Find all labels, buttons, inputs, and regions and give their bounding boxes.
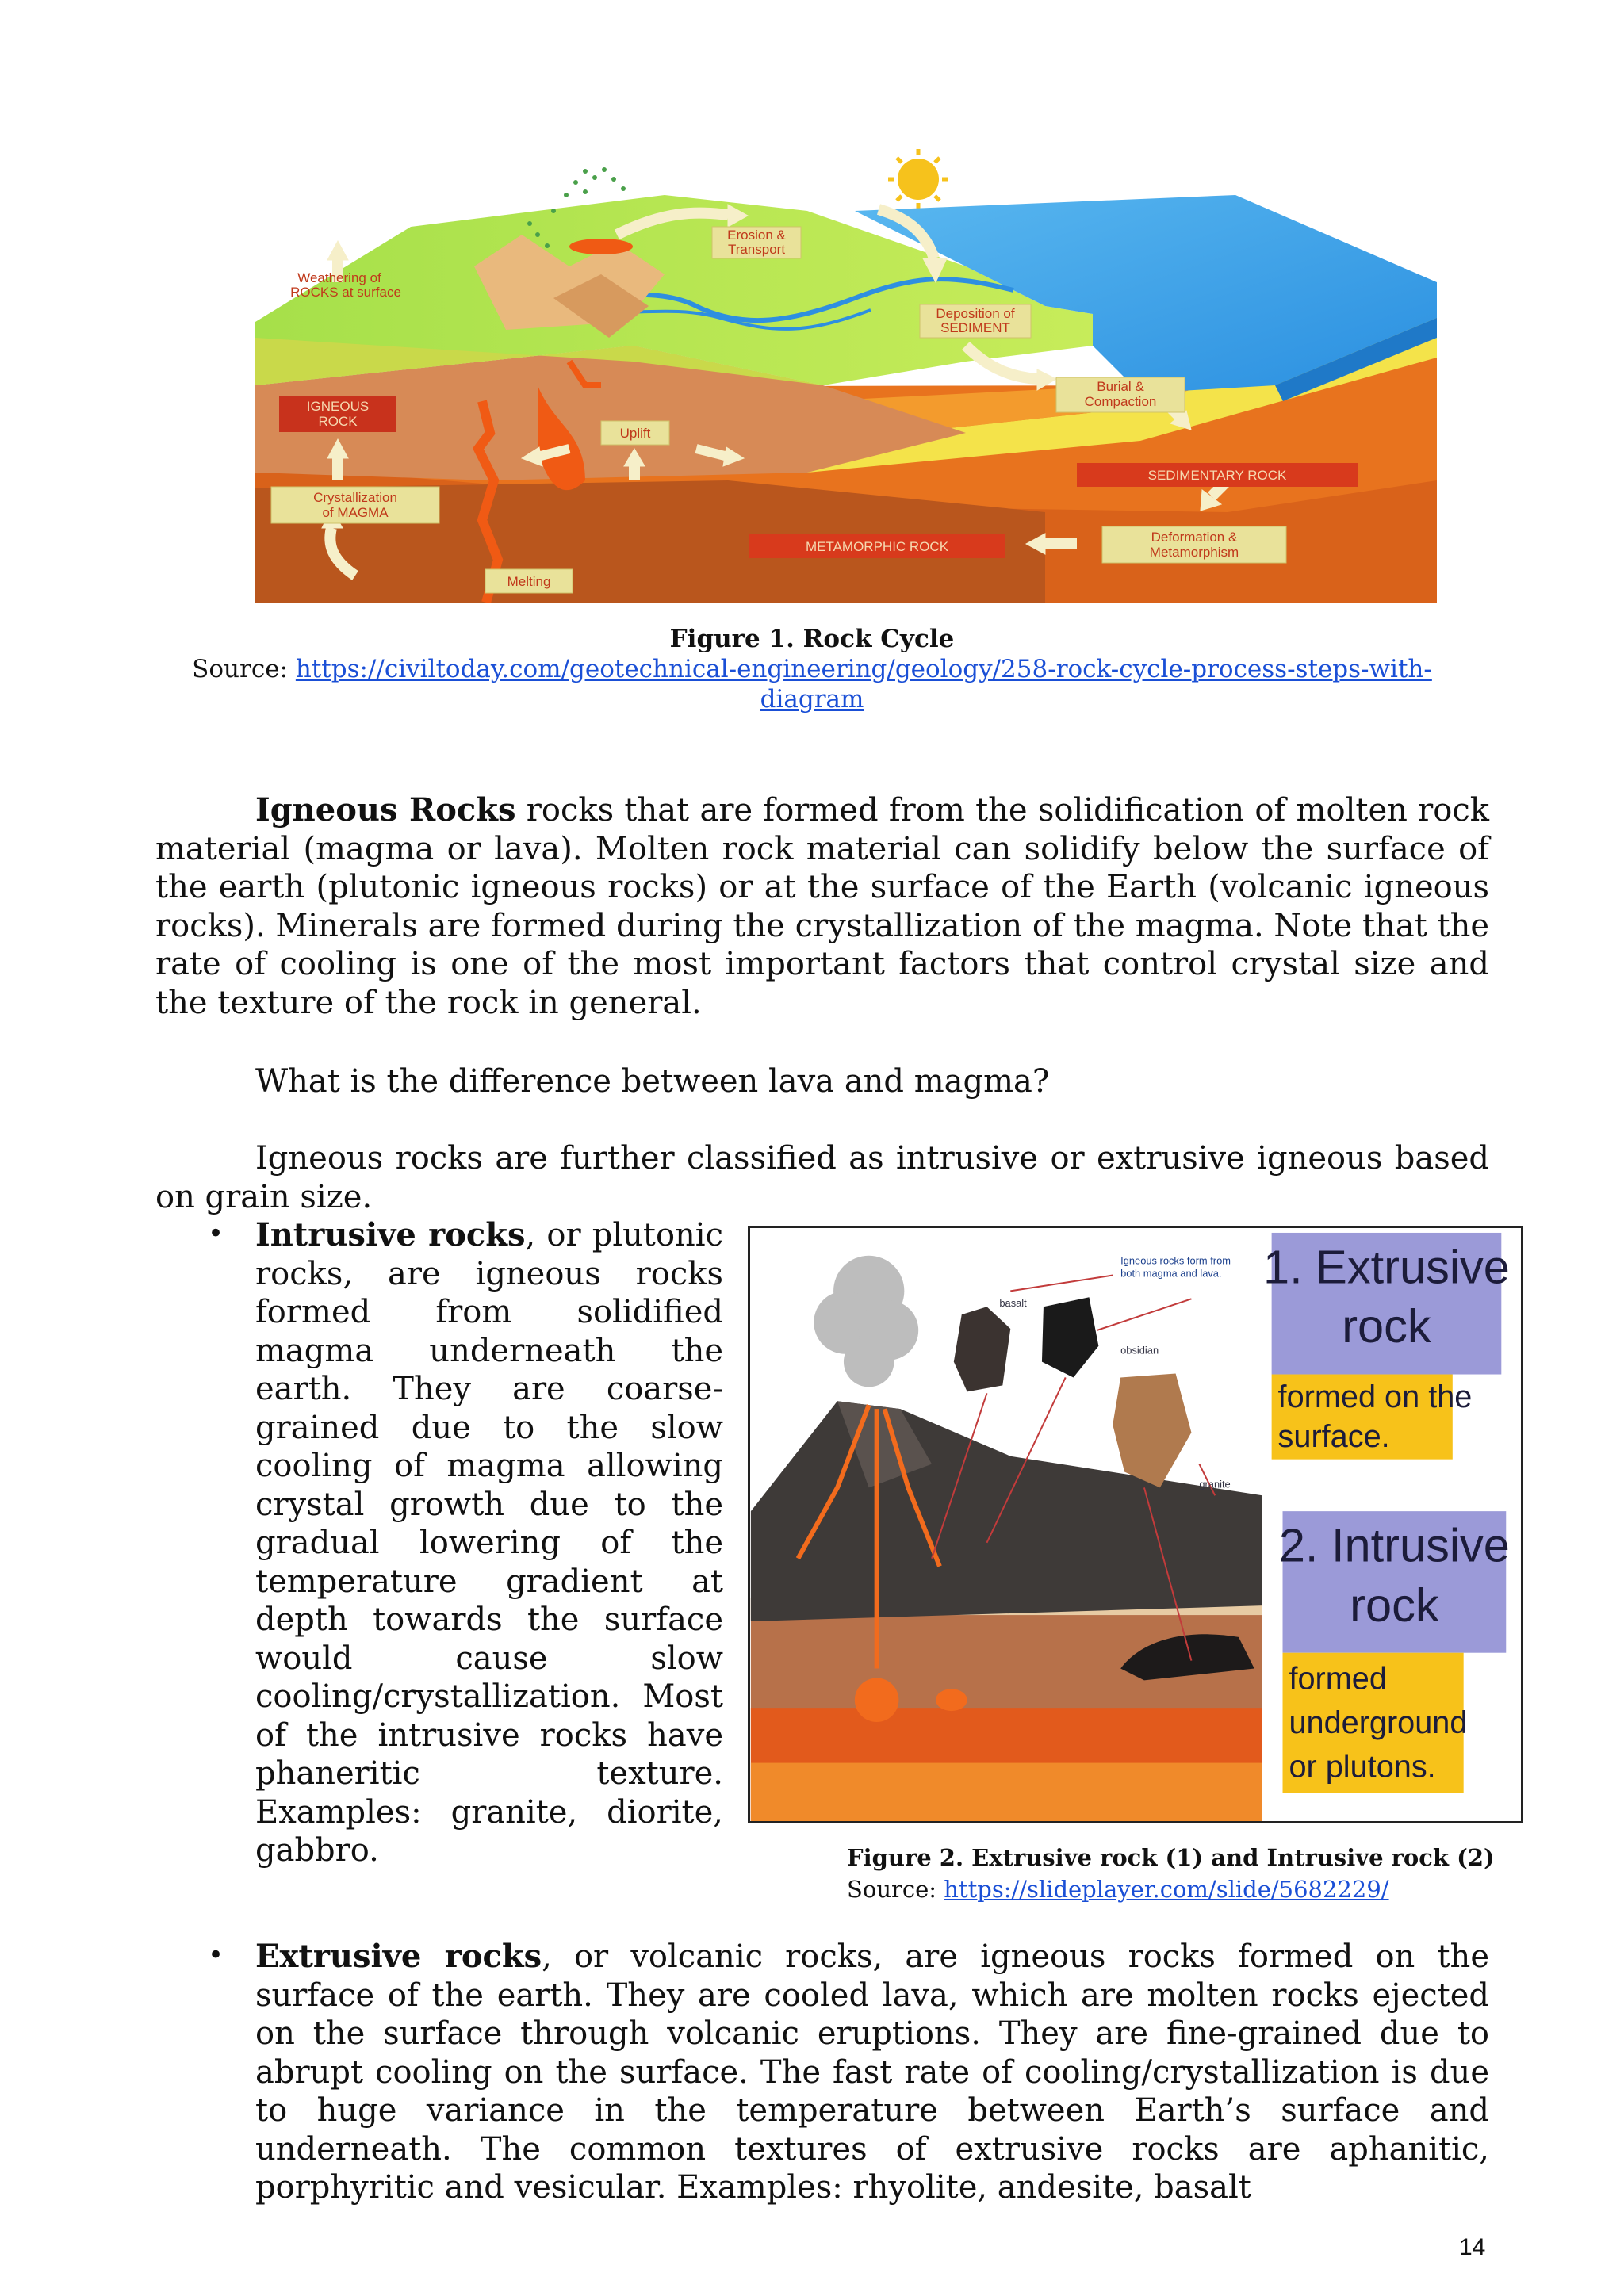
label-deformation-2: Metamorphism bbox=[1149, 545, 1239, 560]
label-crystallization-2: of MAGMA bbox=[322, 505, 389, 520]
fig2-intrusive-title-2: rock bbox=[1350, 1578, 1439, 1632]
figure2-source-prefix: Source: bbox=[847, 1876, 944, 1903]
fig2-extrusive-title-2: rock bbox=[1342, 1299, 1431, 1353]
figure1-source-link-cont[interactable]: diagram bbox=[760, 685, 864, 714]
figure2-caption-title: Figure 2. Extrusive rock (1) and Intrusive rock (2) bbox=[847, 1844, 1495, 1871]
igneous-text: rocks that are formed from the solidification of molten rock material (magma or lava). Molten rock material can solidify below the surface of the earth (plutonic igneous rocks) or at the surface of the Earth (volcanic igneous rocks). Minerals are formed during the crystallization of the magma. Note that the rate of cooling is one of the most important factors that control crystal size and the texture of the rock in general. bbox=[155, 792, 1489, 1021]
label-deposition-2: SEDIMENT bbox=[940, 320, 1010, 335]
fig2-intrusive-sub-3: or plutons. bbox=[1289, 1749, 1436, 1785]
figure2-source bbox=[847, 1876, 1497, 1903]
fig2-extrusive-sub-2: surface. bbox=[1277, 1418, 1390, 1454]
fig2-note-2: both magma and lava. bbox=[1120, 1267, 1222, 1280]
label-igneous-1: IGNEOUS bbox=[306, 399, 370, 414]
fig2-extrusive-title-1: 1. Extrusive bbox=[1263, 1240, 1510, 1294]
extrusive-text: , or volcanic rocks, are igneous rocks formed on the surface of the earth. They are cooled lava, which are molten rocks ejected on the surface through volcanic eruptions. They are fine-grained due to abrupt cooling on the surface. The fast rate of cooling/crystallization is due to huge variance in the temperature between Earth’s surface and underneath. The common textures of extrusive rocks are aphanitic, porphyritic and vesicular. Examples: rhyolite, andesite, basalt bbox=[255, 1938, 1489, 2206]
fig2-intrusive-sub-2: underground bbox=[1289, 1705, 1468, 1740]
label-deformation-1: Deformation & bbox=[1151, 530, 1238, 545]
label-burial-2: Compaction bbox=[1084, 394, 1157, 409]
label-crystallization-1: Crystallization bbox=[313, 490, 397, 505]
label-weathering-1: Weathering of bbox=[297, 270, 381, 285]
fig2-label-basalt: basalt bbox=[999, 1297, 1027, 1310]
figure1-source-cont bbox=[0, 685, 1624, 714]
label-erosion-2: Transport bbox=[727, 242, 786, 257]
extrusive-paragraph bbox=[255, 1938, 1489, 2207]
figure2-source-link[interactable]: https://slideplayer.com/slide/5682229/ bbox=[944, 1876, 1389, 1903]
figure1-source bbox=[0, 655, 1624, 683]
fig2-intrusive-title-1: 2. Intrusive bbox=[1278, 1518, 1510, 1572]
fig2-intrusive-sub-1: formed bbox=[1289, 1661, 1387, 1697]
label-deposition-1: Deposition of bbox=[936, 306, 1015, 321]
label-burial-1: Burial & bbox=[1097, 379, 1144, 394]
fig2-label-granite: granite bbox=[1199, 1478, 1231, 1490]
fig2-label-obsidian: obsidian bbox=[1120, 1344, 1159, 1357]
extrusive-bullet-dot: • bbox=[208, 1939, 224, 1971]
fig2-note-1: Igneous rocks form from bbox=[1120, 1254, 1231, 1267]
sun-icon bbox=[888, 149, 948, 209]
page-number: 14 bbox=[1459, 2234, 1486, 2260]
figure2-caption bbox=[847, 1844, 1497, 1871]
extrusive-term: Extrusive rocks bbox=[255, 1938, 542, 1975]
figure1-caption-title: Figure 1. Rock Cycle bbox=[669, 625, 955, 653]
intrusive-bullet-dot: • bbox=[208, 1218, 224, 1249]
intrusive-paragraph bbox=[255, 1216, 723, 1870]
extrusive-intrusive-figure bbox=[748, 1226, 1523, 1823]
intrusive-text: , or plutonic rocks, are igneous rocks formed from solidified magma underneath the earth. They are coarse-grained due to the slow cooling of magma allowing crystal growth due to the gradual lowering of the temperature gradient at depth towards the surface would cause slow cooling/crystallization. Most of the intrusive rocks have phaneritic texture. Examples: granite, diorite, gabbro. bbox=[255, 1217, 723, 1869]
question-text: What is the difference between lava and magma? bbox=[255, 1063, 1050, 1100]
classification-paragraph: Igneous rocks are further classified as intrusive or extrusive igneous based on grain size. bbox=[155, 1140, 1489, 1215]
figure1-source-link[interactable]: https://civiltoday.com/geotechnical-engineering/geology/258-rock-cycle-process-steps-with- bbox=[295, 655, 1432, 683]
figure1-caption bbox=[0, 625, 1624, 653]
igneous-term: Igneous Rocks bbox=[255, 791, 516, 828]
label-metamorphic: METAMORPHIC ROCK bbox=[805, 539, 949, 554]
label-melting: Melting bbox=[507, 574, 551, 589]
label-sedimentary: SEDIMENTARY ROCK bbox=[1147, 468, 1287, 483]
fig2-extrusive-sub-1: formed on the bbox=[1277, 1380, 1473, 1415]
label-uplift: Uplift bbox=[619, 426, 651, 441]
intrusive-term: Intrusive rocks bbox=[255, 1216, 526, 1253]
label-erosion-1: Erosion & bbox=[727, 228, 786, 243]
igneous-paragraph bbox=[155, 791, 1489, 1022]
rock-cycle-figure bbox=[252, 147, 1438, 603]
figure1-source-prefix: Source: bbox=[192, 655, 296, 683]
label-weathering-2: ROCKS at surface bbox=[290, 285, 401, 300]
label-igneous-2: ROCK bbox=[318, 414, 358, 429]
